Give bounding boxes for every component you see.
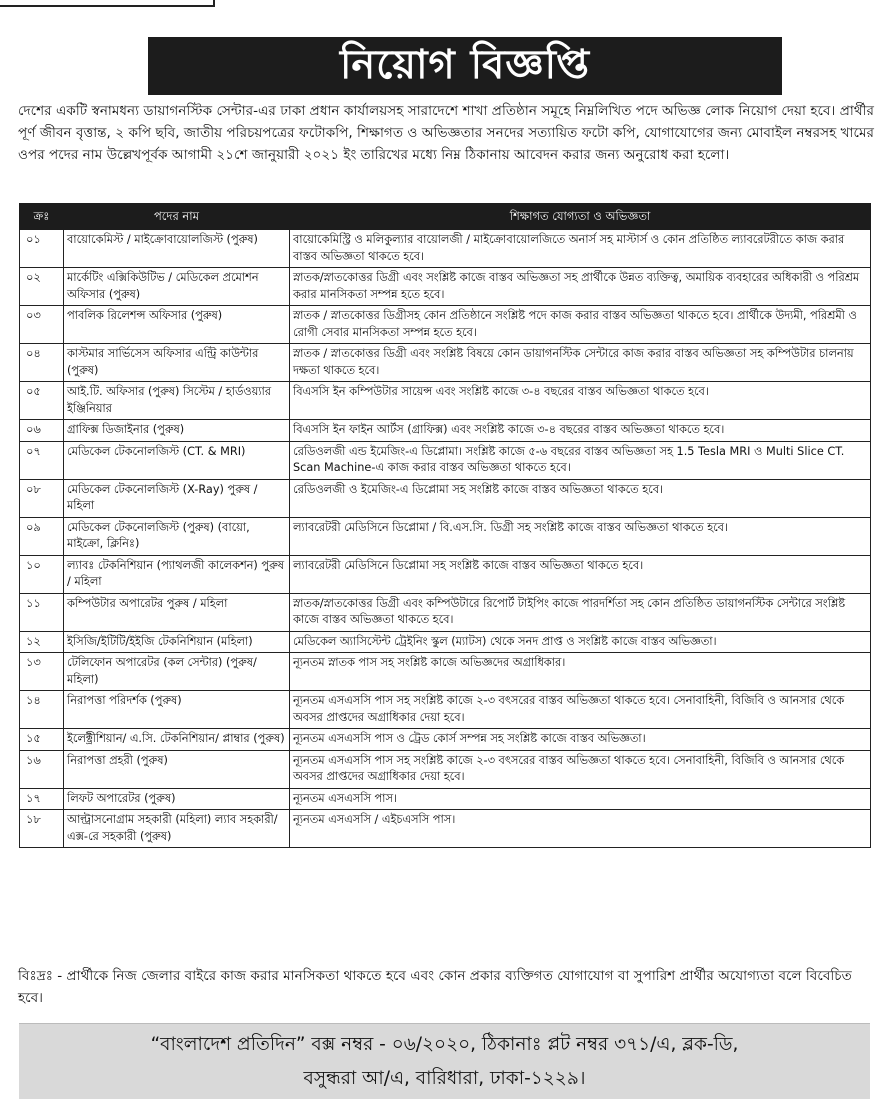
table-row: [20, 344, 871, 382]
row-post-name: বায়োকেমিস্ট / মাইক্রোবায়োলজিস্ট (পুরুষ): [64, 230, 290, 268]
table-row: [20, 691, 871, 729]
table-row: [20, 420, 871, 442]
table-row: [20, 729, 871, 751]
row-qualification: বিএসসি ইন ফাইন আর্টস (গ্রাফিক্স) এবং সংশ্লিষ্ট কাজে ৩-৪ বছরের বাস্তব অভিজ্ঞতা থাকতে হবে।: [290, 420, 871, 442]
row-post-name: পাবলিক রিলেশন্স অফিসার (পুরুষ): [64, 306, 290, 344]
row-qualification: স্নাতক/স্নাতকোত্তর ডিগ্রী এবং কম্পিউটারে রিপোর্ট টাইপিং কাজে পারদর্শিতা সহ কোন প্রতিষ্ঠিত ডায়াগনস্টিক সেন্টারে সংশ্লিষ্ট কাজে বাস্তব অভিজ্ঞতা থাকতে হবে।: [290, 593, 871, 631]
row-serial: ১৮: [20, 810, 64, 848]
row-qualification: ন্যূনতম স্নাতক পাস সহ সংশ্লিষ্ট কাজে অভিজ্ঞদের অগ্রাধিকার।: [290, 653, 871, 691]
table-row: [20, 631, 871, 653]
row-serial: ১১: [20, 593, 64, 631]
row-qualification: বিএসসি ইন কম্পিউটার সায়েন্স এবং সংশ্লিষ্ট কাজে ৩-৪ বছরের বাস্তব অভিজ্ঞতা থাকতে হবে।: [290, 382, 871, 420]
column-header-post: পদের নাম: [64, 204, 290, 230]
row-post-name: গ্রাফিক্স ডিজাইনার (পুরুষ): [64, 420, 290, 442]
row-qualification: ল্যাবরেটরী মেডিসিনে ডিপ্লোমা সহ সংশ্লিষ্ট কাজে বাস্তব অভিজ্ঞতা থাকতে হবে।: [290, 555, 871, 593]
row-qualification: ন্যূনতম এসএসসি / এইচএসসি পাস।: [290, 810, 871, 848]
row-post-name: কাস্টমার সার্ভিসেস অফিসার এন্ট্রি কাউন্টার (পুরুষ): [64, 344, 290, 382]
row-serial: ০৪: [20, 344, 64, 382]
table-row: [20, 382, 871, 420]
table-row: [20, 750, 871, 788]
row-post-name: আল্ট্রাসনোগ্রাম সহকারী (মহিলা) ল্যাব সহকারী/এক্স-রে সহকারী (পুরুষ): [64, 810, 290, 848]
table-row: [20, 306, 871, 344]
row-serial: ০৫: [20, 382, 64, 420]
table-row: [20, 230, 871, 268]
intro-paragraph: দেশের একটি স্বনামধন্য ডায়াগনস্টিক সেন্টার-এর ঢাকা প্রধান কার্যালয়সহ সারাদেশে শাখা প্রতিষ্ঠান সমূহে নিম্নলিখিত পদে অভিজ্ঞ লোক নিয়োগ দেয়া হবে। প্রার্থীর পূর্ণ জীবন বৃত্তান্ত, ২ কপি ছবি, জাতীয় পরিচয়পত্রের ফটোকপি, শিক্ষাগত ও অভিজ্ঞতার সনদের সত্যায়িত ফটো কপি, যোগাযোগের জন্য মোবাইল নম্বরসহ খামের ওপর পদের নাম উল্লেখপূর্বক আগামী ২১শে জানুয়ারী ২০২১ ইং তারিখের মধ্যে নিম্ন ঠিকানায় আবেদন করার জন্য অনুরোধ করা হলো।: [18, 103, 874, 163]
note-text: বিঃদ্রঃ - প্রার্থীকে নিজ জেলার বাইরে কাজ করার মানসিকতা থাকতে হবে এবং কোন প্রকার ব্যক্তিগত যোগাযোগ বা সুপারিশ প্রার্থীর অযোগ্যতা বলে বিবেচিত হবে।: [18, 968, 852, 1006]
row-serial: ০৯: [20, 517, 64, 555]
row-serial: ১৩: [20, 653, 64, 691]
address-line-1: “বাংলাদেশ প্রতিদিন” বক্স নম্বর - ০৬/২০২০, ঠিকানাঃ প্লট নম্বর ৩৭১/এ, ব্লক-ডি,: [150, 1034, 739, 1055]
row-serial: ০২: [20, 268, 64, 306]
table-header-row: [20, 204, 871, 230]
row-post-name: নিরাপত্তা পরিদর্শক (পুরুষ): [64, 691, 290, 729]
row-post-name: ইলেক্ট্রীশিয়ান/ এ.সি. টেকনিশিয়ান/ প্লাম্বার (পুরুষ): [64, 729, 290, 751]
row-post-name: মেডিকেল টেকনোলজিস্ট (X-Ray) পুরুষ / মহিলা: [64, 479, 290, 517]
address-footer: [19, 1023, 870, 1099]
jobs-table: [19, 203, 871, 848]
row-serial: ১৬: [20, 750, 64, 788]
row-qualification: রেডিওলজী ও ইমেজিং-এ ডিপ্লোমা সহ সংশ্লিষ্ট কাজে বাস্তব অভিজ্ঞতা থাকতে হবে।: [290, 479, 871, 517]
row-qualification: স্নাতক / স্নাতকোত্তর ডিগ্রী এবং সংশ্লিষ্ট বিষয়ে কোন ডায়াগনস্টিক সেন্টারে কাজ করার বাস্তব অভিজ্ঞতা সহ কম্পিউটার চালনায় দক্ষতা থাকতে হবে।: [290, 344, 871, 382]
table-row: [20, 441, 871, 479]
row-serial: ০৩: [20, 306, 64, 344]
row-qualification: ন্যূনতম এসএসসি পাস।: [290, 788, 871, 810]
row-serial: ১৪: [20, 691, 64, 729]
row-post-name: আই.টি. অফিসার (পুরুষ) সিস্টেম / হার্ডওয়্যার ইঞ্জিনিয়ার: [64, 382, 290, 420]
row-post-name: মার্কেটিং এক্সিকিউটিভ / মেডিকেল প্রমোশন অফিসার (পুরুষ): [64, 268, 290, 306]
table-row: [20, 268, 871, 306]
row-post-name: কম্পিউটার অপারেটর পুরুষ / মহিলা: [64, 593, 290, 631]
row-qualification: ন্যূনতম এসএসসি পাস ও ট্রেড কোর্স সম্পন্ন সহ সংশ্লিষ্ট কাজে বাস্তব অভিজ্ঞতা।: [290, 729, 871, 751]
column-header-serial: ক্রঃ: [20, 204, 64, 230]
row-post-name: টেলিফোন অপারেটর (কল সেন্টার) (পুরুষ/মহিলা): [64, 653, 290, 691]
row-qualification: মেডিকেল অ্যাসিস্টেন্ট ট্রেইনিং স্কুল (ম্যাটস) থেকে সনদ প্রাপ্ত ও সংশ্লিষ্ট কাজে বাস্তব অভিজ্ঞতা।: [290, 631, 871, 653]
row-qualification: স্নাতক/স্নাতকোত্তর ডিগ্রী এবং সংশ্লিষ্ট কাজে বাস্তব অভিজ্ঞতা সহ প্রার্থীকে উন্নত ব্যক্তিত্ব, অমায়িক ব্যবহারের অধিকারী ও পরিশ্রম করার মানসিকতা সম্পন্ন হতে হবে।: [290, 268, 871, 306]
row-qualification: স্নাতক / স্নাতকোত্তর ডিগ্রীসহ কোন প্রতিষ্ঠানে সংশ্লিষ্ট পদে কাজ করার বাস্তব অভিজ্ঞতা থাকতে হবে। প্রার্থীকে উদ্যমী, পরিশ্রমী ও রোগী সেবার মানসিকতা সম্পন্ন হতে হবে।: [290, 306, 871, 344]
row-serial: ০৮: [20, 479, 64, 517]
row-post-name: ইসিজি/ইটিটি/ইইজি টেকনিশিয়ান (মহিলা): [64, 631, 290, 653]
table-row: [20, 555, 871, 593]
table-row: [20, 653, 871, 691]
row-serial: ০৭: [20, 441, 64, 479]
column-header-qualification: শিক্ষাগত যোগ্যতা ও অভিজ্ঞতা: [290, 204, 871, 230]
row-serial: ০৬: [20, 420, 64, 442]
row-serial: ১৭: [20, 788, 64, 810]
table-body: [20, 230, 871, 848]
row-serial: ১০: [20, 555, 64, 593]
row-serial: ১৫: [20, 729, 64, 751]
page-title: নিয়োগ বিজ্ঞপ্তি: [148, 37, 782, 95]
table-row: [20, 788, 871, 810]
row-post-name: ল্যাবঃ টেকনিশিয়ান (প্যাথলজী কালেকশন) পুরুষ / মহিলা: [64, 555, 290, 593]
table-row: [20, 593, 871, 631]
row-post-name: মেডিকেল টেকনোলজিস্ট (পুরুষ) (বায়ো, মাইক্রো, ক্লিনিঃ): [64, 517, 290, 555]
row-qualification: ল্যাবরেটরী মেডিসিনে ডিপ্লোমা / বি.এস.সি. ডিগ্রী সহ সংশ্লিষ্ট কাজে বাস্তব অভিজ্ঞতা থাকতে হবে।: [290, 517, 871, 555]
table-row: [20, 810, 871, 848]
table-row: [20, 479, 871, 517]
row-qualification: রেডিওলজী এন্ড ইমেজিং-এ ডিপ্লোমা। সংশ্লিষ্ট কাজে ৫-৬ বছরের বাস্তব অভিজ্ঞতা সহ 1.5 Tesla MRI ও Multi Slice CT. Scan Machine-এ কাজ করার বাস্তব অভিজ্ঞতা থাকতে হবে।: [290, 441, 871, 479]
table-row: [20, 517, 871, 555]
row-post-name: মেডিকেল টেকনোলজিস্ট (CT. & MRI): [64, 441, 290, 479]
row-post-name: নিরাপত্তা প্রহরী (পুরুষ): [64, 750, 290, 788]
row-qualification: বায়োকেমিস্ট্রি ও মলিকুল্যার বায়োলজী / মাইক্রোবায়োলজিতে অনার্স সহ মাস্টার্স ও কোন প্রতিষ্ঠিত ল্যাবরেটরীতে কাজ করার বাস্তব অভিজ্ঞতা থাকতে হবে।: [290, 230, 871, 268]
address-line-2: বসুন্ধরা আ/এ, বারিধারা, ঢাকা-১২২৯।: [303, 1068, 586, 1089]
row-qualification: ন্যূনতম এসএসসি পাস সহ সংশ্লিষ্ট কাজে ২-৩ বৎসরের বাস্তব অভিজ্ঞতা থাকতে হবে। সেনাবাহিনী, বিজিবি ও আনসার থেকে অবসর প্রাপ্তদের অগ্রাধিকার দেয়া হবে।: [290, 750, 871, 788]
row-serial: ১২: [20, 631, 64, 653]
row-post-name: লিফট অপারেটর (পুরুষ): [64, 788, 290, 810]
row-serial: ০১: [20, 230, 64, 268]
row-qualification: ন্যূনতম এসএসসি পাস সহ সংশ্লিষ্ট কাজে ২-৩ বৎসরের বাস্তব অভিজ্ঞতা থাকতে হবে। সেনাবাহিনী, বিজিবি ও আনসার থেকে অবসর প্রাপ্তদের অগ্রাধিকার দেয়া হবে।: [290, 691, 871, 729]
top-border-fragment: [0, 0, 215, 7]
